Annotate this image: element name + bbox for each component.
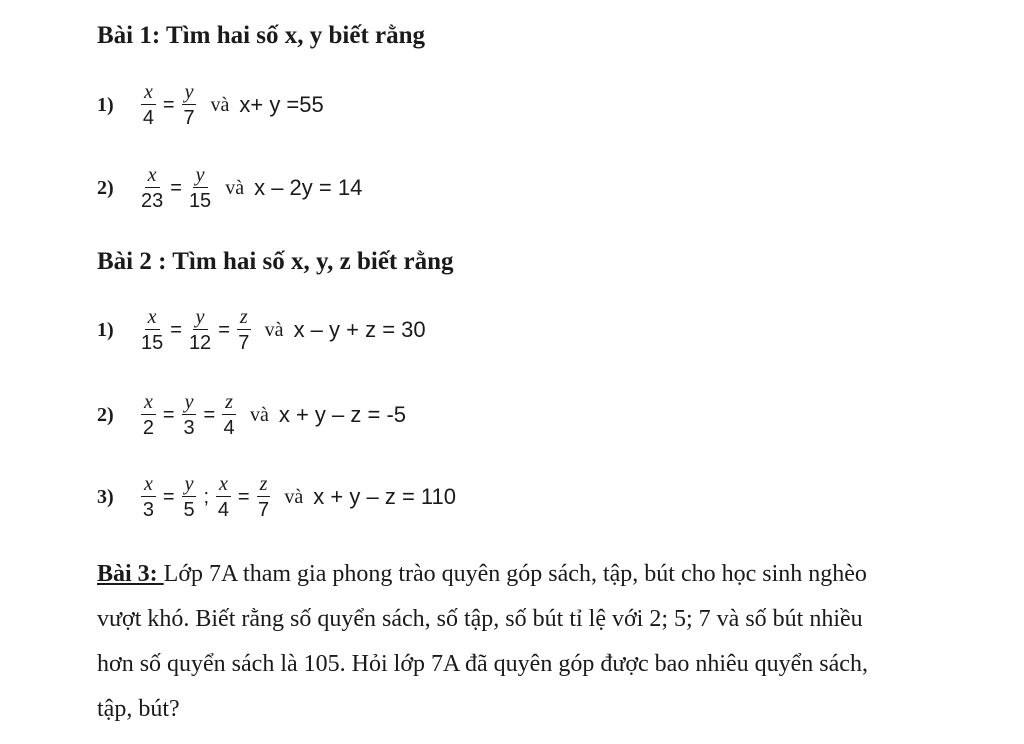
- conjunction: và: [264, 318, 284, 341]
- bai3-text: Lớp 7A tham gia phong trào quyên góp sách, tập, bút cho học sinh nghèo: [163, 561, 867, 587]
- equals-sign: =: [162, 485, 175, 508]
- fraction-x-4: $\frac{x}{4}$: [217, 473, 230, 521]
- bai3-paragraph: [97, 552, 1007, 732]
- conjunction: và: [284, 485, 304, 508]
- equals-sign: =: [162, 93, 175, 116]
- bai2-item-1: [97, 307, 426, 353]
- fraction-x-4: $\frac{x}{4}$: [142, 81, 154, 129]
- bai3-line-3: hơn số quyển sách là 105. Hỏi lớp 7A đã quyên góp được bao nhiêu quyển sách,: [97, 651, 868, 677]
- conjunction: và: [249, 403, 269, 426]
- bai3-label: Bài 3:: [97, 561, 164, 587]
- equation: x – y + z = 30: [293, 317, 426, 342]
- equation: x + y – z = -5: [278, 402, 407, 427]
- bai2-heading: Bài 2 : Tìm hai số x, y, z biết rằng: [97, 248, 454, 275]
- bai1-item-1: [97, 82, 324, 128]
- bai3-line-1: [97, 552, 1007, 597]
- bai3-line-2: vượt khó. Biết rằng số quyển sách, số tập, số bút tỉ lệ với 2; 5; 7 và số bút nhiều: [97, 606, 863, 632]
- equals-sign: =: [170, 176, 182, 199]
- fraction-y-5: $\frac{y}{5}$: [183, 473, 195, 521]
- fraction-y-7: $\frac{y}{7}$: [183, 81, 195, 129]
- fraction-x-23: $\frac{x}{23}$: [141, 164, 164, 212]
- equals-sign: =: [218, 318, 230, 341]
- item-number: 1): [97, 93, 114, 116]
- fraction-x-2: $\frac{x}{2}$: [142, 391, 154, 439]
- semicolon: ;: [203, 485, 210, 508]
- fraction-x-15: $\frac{x}{15}$: [141, 306, 164, 354]
- bai1-item-2: [97, 165, 362, 211]
- fraction-z-7: $\frac{z}{7}$: [257, 473, 270, 521]
- fraction-y-3: $\frac{y}{3}$: [183, 391, 195, 439]
- equals-sign: =: [170, 318, 182, 341]
- equation: x – 2y = 14: [254, 175, 363, 200]
- item-number: 1): [97, 318, 114, 341]
- fraction-x-3: $\frac{x}{3}$: [142, 473, 154, 521]
- bai3-line-4: tập, bút?: [97, 696, 180, 722]
- bai1-heading: Bài 1: Tìm hai số x, y biết rằng: [97, 22, 426, 49]
- bai2-item-2: [97, 392, 406, 438]
- item-number: 2): [97, 176, 114, 199]
- fraction-y-12: $\frac{y}{12}$: [188, 306, 212, 354]
- conjunction: và: [210, 93, 230, 116]
- equals-sign: =: [162, 403, 175, 426]
- equals-sign: =: [237, 485, 250, 508]
- equals-sign: =: [203, 403, 216, 426]
- bai2-item-3: [97, 474, 456, 520]
- fraction-z-4: $\frac{z}{4}$: [223, 391, 235, 439]
- conjunction: và: [225, 176, 245, 199]
- equation: x + y – z = 110: [313, 484, 456, 509]
- fraction-z-7: $\frac{z}{7}$: [238, 306, 250, 354]
- equation: x+ y =55: [239, 92, 324, 117]
- item-number: 3): [97, 485, 114, 508]
- item-number: 2): [97, 403, 114, 426]
- fraction-y-15: $\frac{y}{15}$: [188, 164, 212, 212]
